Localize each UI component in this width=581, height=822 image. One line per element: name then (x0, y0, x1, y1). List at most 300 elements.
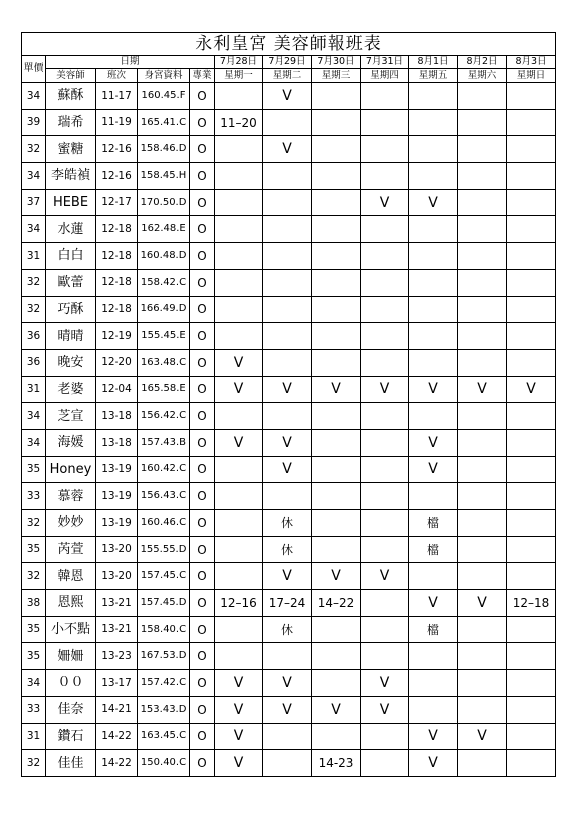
cell-day (458, 696, 507, 723)
cell-day (507, 163, 556, 190)
cell-unit: 34 (22, 83, 46, 110)
cell-name: 芝宣 (46, 403, 96, 430)
header-day-weekday: 星期一 (215, 69, 263, 83)
cell-name: 恩熙 (46, 590, 96, 617)
cell-day (312, 349, 361, 376)
cell-day (263, 296, 312, 323)
cell-day (312, 429, 361, 456)
cell-day (312, 723, 361, 750)
cell-day (215, 643, 263, 670)
cell-day (458, 750, 507, 777)
cell-pro: O (190, 323, 215, 350)
cell-day (458, 403, 507, 430)
cell-day (312, 616, 361, 643)
cell-day (458, 429, 507, 456)
cell-class: 12-17 (96, 189, 138, 216)
cell-body-data: 157.43.B (138, 429, 190, 456)
cell-pro: O (190, 723, 215, 750)
cell-body-data: 156.42.C (138, 403, 190, 430)
cell-unit: 31 (22, 243, 46, 270)
cell-day (507, 750, 556, 777)
cell-day (263, 750, 312, 777)
cell-day: V (409, 429, 458, 456)
cell-day (409, 216, 458, 243)
cell-body-data: 160.45.F (138, 83, 190, 110)
cell-day (312, 109, 361, 136)
cell-day (507, 323, 556, 350)
header-day-date: 7月28日 (215, 56, 263, 69)
cell-day (312, 323, 361, 350)
table-row (22, 296, 556, 323)
cell-day (458, 349, 507, 376)
cell-day (409, 696, 458, 723)
cell-class: 11-19 (96, 109, 138, 136)
header-data: 身宮資料 (138, 69, 190, 83)
cell-class: 12-20 (96, 349, 138, 376)
cell-name: 李皓禎 (46, 163, 96, 190)
cell-day (312, 536, 361, 563)
page-title: 永利皇宮 美容師報班表 (22, 33, 556, 56)
cell-day (215, 83, 263, 110)
cell-day: V (409, 723, 458, 750)
cell-day (215, 243, 263, 270)
table-row (22, 403, 556, 430)
cell-unit: 33 (22, 483, 46, 510)
cell-day (312, 136, 361, 163)
cell-day (361, 510, 409, 537)
cell-day (215, 323, 263, 350)
table-row (22, 376, 556, 403)
cell-day (507, 723, 556, 750)
cell-class: 13-21 (96, 590, 138, 617)
cell-day (312, 83, 361, 110)
cell-class: 13-18 (96, 403, 138, 430)
cell-body-data: 156.43.C (138, 483, 190, 510)
header-day-date: 7月29日 (263, 56, 312, 69)
cell-body-data: 165.41.C (138, 109, 190, 136)
cell-day (312, 483, 361, 510)
cell-day (409, 643, 458, 670)
cell-unit: 36 (22, 349, 46, 376)
cell-name: 巧酥 (46, 296, 96, 323)
cell-pro: O (190, 376, 215, 403)
cell-day (507, 536, 556, 563)
cell-pro: O (190, 136, 215, 163)
header-day-date: 8月3日 (507, 56, 556, 69)
cell-day (507, 643, 556, 670)
cell-unit: 31 (22, 723, 46, 750)
cell-class: 13-23 (96, 643, 138, 670)
cell-day: V (409, 376, 458, 403)
cell-day: V (507, 376, 556, 403)
cell-body-data: 158.42.C (138, 269, 190, 296)
table-row (22, 723, 556, 750)
cell-day (458, 269, 507, 296)
cell-day (215, 616, 263, 643)
cell-day (312, 456, 361, 483)
cell-day: 休 (263, 510, 312, 537)
table-row (22, 349, 556, 376)
cell-unit: 35 (22, 616, 46, 643)
cell-pro: O (190, 189, 215, 216)
cell-day (312, 403, 361, 430)
cell-pro: O (190, 536, 215, 563)
header-unit: 單價 (22, 56, 46, 83)
cell-class: 13-19 (96, 456, 138, 483)
cell-day (458, 616, 507, 643)
cell-name: HEBE (46, 189, 96, 216)
table-row (22, 590, 556, 617)
cell-day (507, 456, 556, 483)
cell-day (263, 243, 312, 270)
cell-day (507, 670, 556, 697)
cell-day (361, 750, 409, 777)
cell-body-data: 160.48.D (138, 243, 190, 270)
cell-day (215, 296, 263, 323)
cell-pro: O (190, 216, 215, 243)
cell-day (263, 189, 312, 216)
cell-day (507, 563, 556, 590)
cell-day (312, 269, 361, 296)
cell-day: V (361, 563, 409, 590)
cell-class: 12-19 (96, 323, 138, 350)
cell-day: V (409, 590, 458, 617)
header-day-weekday: 星期日 (507, 69, 556, 83)
cell-body-data: 160.42.C (138, 456, 190, 483)
cell-pro: O (190, 296, 215, 323)
cell-day: V (263, 429, 312, 456)
cell-day (507, 510, 556, 537)
cell-unit: 34 (22, 163, 46, 190)
cell-day (361, 269, 409, 296)
cell-day (215, 483, 263, 510)
cell-day (215, 216, 263, 243)
cell-day: V (263, 670, 312, 697)
cell-body-data: 166.49.D (138, 296, 190, 323)
header-day-date: 7月31日 (361, 56, 409, 69)
table-row (22, 670, 556, 697)
cell-day (361, 296, 409, 323)
cell-day: V (458, 376, 507, 403)
header-name: 美容師 (46, 69, 96, 83)
cell-day (361, 616, 409, 643)
cell-day (458, 323, 507, 350)
cell-body-data: 163.48.C (138, 349, 190, 376)
cell-day: V (312, 696, 361, 723)
cell-body-data: 157.45.D (138, 590, 190, 617)
cell-day: V (263, 696, 312, 723)
cell-day: V (215, 349, 263, 376)
cell-body-data: 160.46.C (138, 510, 190, 537)
cell-pro: O (190, 429, 215, 456)
cell-name: 佳佳 (46, 750, 96, 777)
header-day-weekday: 星期五 (409, 69, 458, 83)
cell-day (409, 269, 458, 296)
cell-day (507, 616, 556, 643)
cell-unit: 39 (22, 109, 46, 136)
cell-name: 瑞希 (46, 109, 96, 136)
cell-class: 12-18 (96, 269, 138, 296)
cell-day (215, 403, 263, 430)
cell-day (215, 163, 263, 190)
cell-day (507, 269, 556, 296)
cell-day (361, 323, 409, 350)
cell-day: V (458, 723, 507, 750)
cell-day (409, 403, 458, 430)
cell-unit: 32 (22, 296, 46, 323)
cell-pro: O (190, 109, 215, 136)
cell-class: 13-21 (96, 616, 138, 643)
cell-pro: O (190, 616, 215, 643)
cell-day (361, 163, 409, 190)
cell-day: V (312, 563, 361, 590)
cell-class: 13-20 (96, 563, 138, 590)
cell-day (215, 536, 263, 563)
cell-day (409, 670, 458, 697)
cell-day (312, 216, 361, 243)
cell-day (409, 349, 458, 376)
cell-unit: 34 (22, 429, 46, 456)
cell-unit: 35 (22, 536, 46, 563)
table-row (22, 510, 556, 537)
cell-day (361, 643, 409, 670)
table-row (22, 696, 556, 723)
cell-day: V (263, 83, 312, 110)
cell-day (409, 563, 458, 590)
header-day-date: 8月2日 (458, 56, 507, 69)
cell-day: V (215, 376, 263, 403)
header-date-label: 日期 (46, 56, 215, 69)
cell-day (458, 670, 507, 697)
cell-day (507, 403, 556, 430)
header-day-date: 8月1日 (409, 56, 458, 69)
cell-day: V (215, 723, 263, 750)
cell-unit: 34 (22, 216, 46, 243)
cell-day (458, 243, 507, 270)
cell-class: 12-18 (96, 243, 138, 270)
cell-day (507, 83, 556, 110)
cell-day (458, 536, 507, 563)
cell-day (215, 189, 263, 216)
cell-pro: O (190, 563, 215, 590)
cell-body-data: 153.43.D (138, 696, 190, 723)
cell-day (312, 643, 361, 670)
cell-day (458, 296, 507, 323)
cell-name: 老婆 (46, 376, 96, 403)
cell-name: 水蓮 (46, 216, 96, 243)
cell-class: 14-21 (96, 696, 138, 723)
cell-name: 慕蓉 (46, 483, 96, 510)
cell-body-data: 158.46.D (138, 136, 190, 163)
cell-name: 姍姍 (46, 643, 96, 670)
cell-day (507, 483, 556, 510)
cell-body-data: 158.40.C (138, 616, 190, 643)
cell-day: 14–22 (312, 590, 361, 617)
cell-name: 妙妙 (46, 510, 96, 537)
cell-body-data: 167.53.D (138, 643, 190, 670)
cell-day (409, 296, 458, 323)
cell-unit: 35 (22, 456, 46, 483)
cell-pro: O (190, 696, 215, 723)
cell-name: 海媛 (46, 429, 96, 456)
cell-day (263, 269, 312, 296)
cell-day (507, 429, 556, 456)
cell-unit: 31 (22, 376, 46, 403)
cell-name: 晴晴 (46, 323, 96, 350)
cell-pro: O (190, 643, 215, 670)
cell-day (312, 189, 361, 216)
cell-day (263, 723, 312, 750)
header-day-weekday: 星期三 (312, 69, 361, 83)
cell-body-data: 165.58.E (138, 376, 190, 403)
cell-day (507, 296, 556, 323)
cell-day (409, 243, 458, 270)
table-row (22, 456, 556, 483)
cell-day (507, 189, 556, 216)
cell-name: 小不點 (46, 616, 96, 643)
cell-day: V (215, 670, 263, 697)
cell-class: 13-20 (96, 536, 138, 563)
cell-day (409, 483, 458, 510)
cell-day: V (361, 670, 409, 697)
cell-day (215, 136, 263, 163)
cell-day (507, 109, 556, 136)
cell-class: 12-16 (96, 136, 138, 163)
cell-unit: 32 (22, 750, 46, 777)
cell-day: V (458, 590, 507, 617)
cell-body-data: 157.42.C (138, 670, 190, 697)
cell-day: V (215, 750, 263, 777)
cell-day (263, 109, 312, 136)
cell-day (263, 403, 312, 430)
cell-unit: 34 (22, 670, 46, 697)
cell-pro: O (190, 349, 215, 376)
cell-day (263, 643, 312, 670)
cell-day (263, 323, 312, 350)
cell-class: 14-22 (96, 723, 138, 750)
header-class: 班次 (96, 69, 138, 83)
header-day-weekday: 星期六 (458, 69, 507, 83)
cell-day: V (263, 136, 312, 163)
cell-day: 檔 (409, 536, 458, 563)
header-day-weekday: 星期四 (361, 69, 409, 83)
cell-name: 白白 (46, 243, 96, 270)
cell-unit: 35 (22, 643, 46, 670)
cell-body-data: 150.40.C (138, 750, 190, 777)
cell-day (361, 536, 409, 563)
cell-day (361, 723, 409, 750)
cell-day (507, 243, 556, 270)
cell-unit: 36 (22, 323, 46, 350)
table-row (22, 429, 556, 456)
cell-unit: 33 (22, 696, 46, 723)
cell-day (409, 109, 458, 136)
cell-class: 13-17 (96, 670, 138, 697)
cell-name: 鑽石 (46, 723, 96, 750)
cell-pro: O (190, 483, 215, 510)
cell-pro: O (190, 456, 215, 483)
table-row (22, 563, 556, 590)
header-pro: 專業 (190, 69, 215, 83)
cell-body-data: 155.55.D (138, 536, 190, 563)
cell-day (215, 269, 263, 296)
cell-day: 14-23 (312, 750, 361, 777)
cell-day (458, 189, 507, 216)
cell-class: 12-18 (96, 216, 138, 243)
cell-name: 蜜糖 (46, 136, 96, 163)
schedule-table (21, 32, 556, 777)
cell-unit: 34 (22, 403, 46, 430)
cell-day (361, 483, 409, 510)
table-row (22, 269, 556, 296)
cell-day (507, 136, 556, 163)
table-row (22, 536, 556, 563)
cell-day (458, 456, 507, 483)
cell-pro: O (190, 403, 215, 430)
table-row (22, 189, 556, 216)
cell-day (361, 243, 409, 270)
cell-pro: O (190, 243, 215, 270)
table-row (22, 616, 556, 643)
cell-unit: 32 (22, 510, 46, 537)
cell-pro: O (190, 83, 215, 110)
cell-day (361, 83, 409, 110)
cell-body-data: 158.45.H (138, 163, 190, 190)
cell-day: V (215, 429, 263, 456)
table-row (22, 163, 556, 190)
cell-day (312, 243, 361, 270)
cell-name: 晚安 (46, 349, 96, 376)
cell-day: V (215, 696, 263, 723)
cell-name: 歐蕾 (46, 269, 96, 296)
cell-pro: O (190, 269, 215, 296)
table-row (22, 323, 556, 350)
table-row (22, 483, 556, 510)
cell-name: 佳奈 (46, 696, 96, 723)
cell-day (507, 349, 556, 376)
table-row (22, 109, 556, 136)
cell-name: 蘇酥 (46, 83, 96, 110)
cell-name: Honey (46, 456, 96, 483)
cell-day (361, 403, 409, 430)
cell-day (361, 109, 409, 136)
cell-class: 12-04 (96, 376, 138, 403)
cell-unit: 32 (22, 269, 46, 296)
cell-day (458, 216, 507, 243)
cell-day (312, 296, 361, 323)
cell-day: 檔 (409, 616, 458, 643)
cell-day (361, 349, 409, 376)
cell-day (458, 83, 507, 110)
cell-day: 12–18 (507, 590, 556, 617)
table-row (22, 83, 556, 110)
cell-day (507, 216, 556, 243)
cell-unit: 38 (22, 590, 46, 617)
cell-body-data: 157.45.C (138, 563, 190, 590)
cell-day: V (409, 189, 458, 216)
cell-day (361, 429, 409, 456)
cell-day (361, 590, 409, 617)
cell-day (361, 136, 409, 163)
cell-day: 11–20 (215, 109, 263, 136)
cell-day (409, 323, 458, 350)
cell-day (215, 456, 263, 483)
cell-pro: O (190, 750, 215, 777)
table-row (22, 243, 556, 270)
cell-pro: O (190, 510, 215, 537)
cell-day (263, 483, 312, 510)
cell-pro: O (190, 670, 215, 697)
